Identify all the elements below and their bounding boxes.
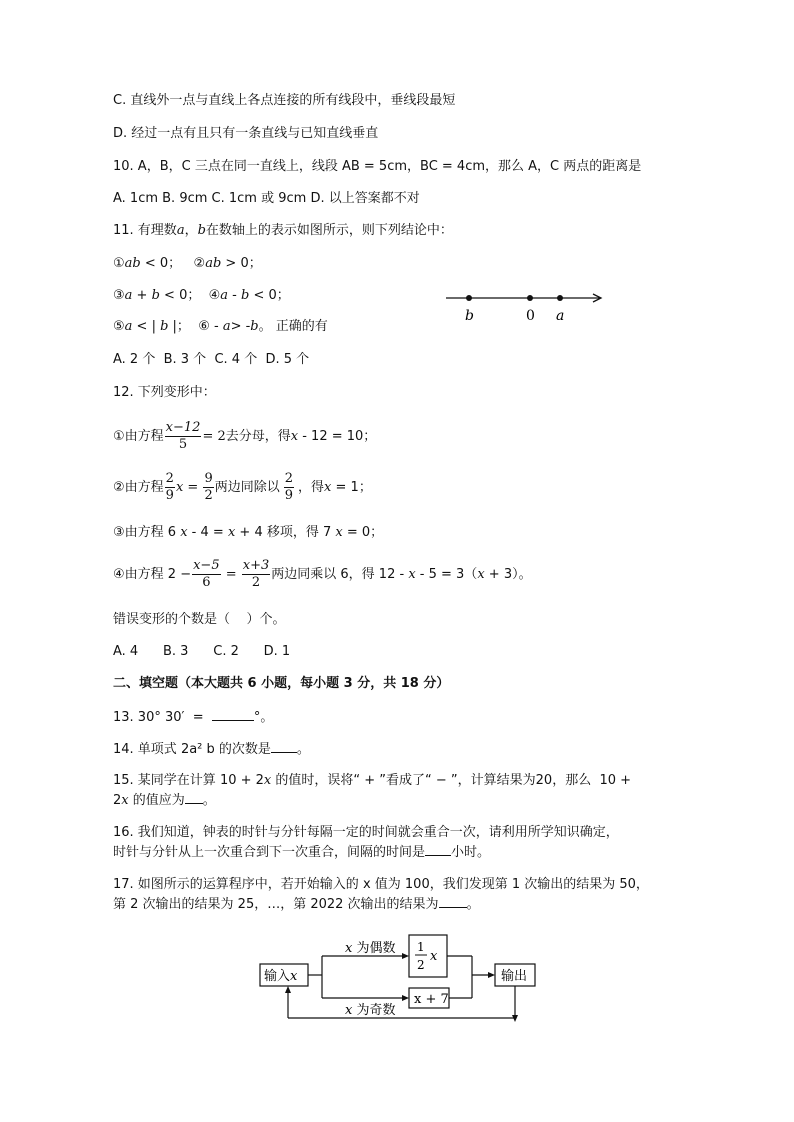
q13-pre: 13. 30° 30′ =	[113, 710, 212, 725]
q13-post: °。	[253, 710, 274, 725]
q11-var-b: b	[197, 223, 206, 238]
label-0: 0	[526, 308, 535, 324]
q12-i2-eq: =	[183, 480, 203, 495]
q17-answer-blank[interactable]	[439, 895, 467, 908]
q12-i1-res-x: x	[290, 429, 299, 444]
q12-i2-post: ，得	[298, 480, 325, 495]
q14-pre: 14. 单项式 2a² b 的次数是	[113, 742, 271, 757]
q16-l2-pre: 时针与分针从上一次重合到下一次重合，间隔的时间是	[113, 845, 426, 860]
q12-item-3	[113, 524, 383, 542]
q12-item-2	[113, 469, 372, 507]
q12-item-4	[113, 556, 532, 594]
q12-i1-den: 5	[178, 437, 188, 452]
q12-i4-fraction-2	[242, 558, 271, 591]
label-b: b	[465, 308, 474, 324]
q15-line-2	[113, 791, 216, 810]
q12-i1-pre: ①由方程	[113, 429, 164, 444]
q17-l2-pre: 第 2 次输出的结果为 25，…，第 2022 次输出的结果为	[113, 897, 439, 912]
q11-s3-label: ③	[113, 288, 125, 303]
q12-i3-x2: x	[227, 525, 236, 540]
q11-s3-mid: +	[132, 288, 152, 303]
q17-line-1: 17. 如图所示的运算程序中，若开始输入的 x 值为 100，我们发现第 1 次输出的结果为 50，	[113, 877, 649, 892]
q15-l2-pre: 2	[113, 793, 122, 808]
even-label-x: x	[345, 941, 353, 956]
half-box	[409, 935, 447, 977]
q11-s6-mid: > -	[230, 319, 251, 334]
q11-s2-rel: > 0；	[221, 256, 262, 271]
q12-i3-pre: ③由方程 6	[113, 525, 181, 540]
q12-i3-x1: x	[180, 525, 188, 540]
even-label-text: 为偶数	[352, 941, 396, 956]
q12-i1-fraction	[165, 420, 202, 453]
q11-s1-rel: < 0； ②	[140, 256, 206, 271]
section-2-title: 二、填空题（本大题共 6 小题，每小题 3 分，共 18 分）	[113, 676, 450, 691]
q12-i4-post: 两边同乘以 6，得 12 -	[271, 567, 409, 582]
q12-question: 错误变形的个数是（ ）个。	[113, 612, 286, 627]
q12-i2-f3-den: 9	[284, 488, 294, 503]
q11-s5-end: |； ⑥ -	[168, 319, 223, 334]
q12-i2-pre: ②由方程	[113, 480, 164, 495]
q11-s5-b: b	[160, 319, 169, 334]
q11-s6-a: a	[222, 319, 231, 334]
q12-i3-mid2: + 4 移项，得 7	[235, 525, 336, 540]
q11-s5-label: ⑤	[113, 319, 125, 334]
arrow-even-icon	[402, 953, 409, 959]
q11-s4-end: < 0；	[249, 288, 290, 303]
q12-options: A. 4 B. 3 C. 2 D. 1	[113, 644, 291, 659]
q12-i4-pre: ④由方程 2 −	[113, 567, 192, 582]
q15-l1-pre: 15. 某同学在计算 10 + 2	[113, 773, 264, 788]
q14	[113, 740, 310, 759]
q11-s1-pre: ①	[113, 256, 125, 271]
even-label	[345, 940, 395, 956]
q12-i4-fraction-1	[192, 558, 221, 591]
q11-statements-1-2	[113, 255, 262, 273]
label-a: a	[556, 308, 565, 324]
q12-i2-res: = 1；	[331, 480, 372, 495]
q13	[113, 708, 273, 727]
q11-s1-expr: ab	[124, 256, 141, 271]
input-label	[264, 968, 298, 984]
q12-i4-f2-den: 2	[251, 575, 261, 590]
odd-label-text: 为奇数	[352, 1003, 396, 1018]
q17-flowchart	[250, 928, 550, 1028]
input-label-text: 输入	[264, 969, 291, 984]
q12-i2-fraction-1	[165, 471, 175, 504]
q12-item-1	[113, 418, 376, 456]
q12-i1-eq: = 2	[202, 429, 226, 444]
q11-s4-a: a	[220, 288, 229, 303]
q12-i3-x3: x	[335, 525, 343, 540]
q11-stem-pre: 11. 有理数	[113, 223, 177, 238]
q15-l1-x: x	[263, 773, 272, 788]
input-label-x: x	[290, 969, 298, 984]
q10-options: A. 1cm B. 9cm C. 1cm 或 9cm D. 以上答案都不对	[113, 191, 420, 206]
q16-l2-post: 小时。	[451, 845, 491, 860]
q16-line-2	[113, 843, 490, 862]
q12-i2-f2-num: 9	[204, 471, 213, 486]
q12-i2-fraction-3	[284, 471, 294, 504]
q15-line-1	[113, 772, 631, 790]
q11-s4-mid: -	[228, 288, 242, 303]
odd-label	[345, 1002, 395, 1018]
point-b	[466, 295, 472, 301]
odd-label-x: x	[345, 1003, 353, 1018]
q11-stem-post: 在数轴上的表示如图所示，则下列结论中：	[205, 223, 453, 238]
q16-line-1: 16. 我们知道，钟表的时针与分针每隔一定的时间就会重合一次，请利用所学知识确定，	[113, 825, 619, 840]
q11-s3-b: b	[151, 288, 160, 303]
q11-s6-b: b	[250, 319, 259, 334]
output-label: 输出	[501, 969, 528, 984]
q14-post: 。	[296, 742, 310, 757]
q17-l2-post: 。	[466, 897, 480, 912]
q11-stem	[113, 222, 453, 240]
q12-i2-mid: 两边同除以	[214, 480, 280, 495]
q12-i3-end: = 0；	[342, 525, 384, 540]
q11-s4-b: b	[241, 288, 250, 303]
q11-s3-a: a	[124, 288, 133, 303]
q11-s5-mid: < |	[132, 319, 161, 334]
q11-s2-expr: ab	[205, 256, 222, 271]
q12-i4-f1-num: x−5	[193, 558, 220, 573]
q14-answer-blank[interactable]	[271, 740, 297, 753]
q12-i1-res: - 12 = 10；	[298, 429, 377, 444]
q11-s5-a: a	[124, 319, 133, 334]
q12-stem: 12. 下列变形中：	[113, 385, 216, 400]
q15-answer-blank[interactable]	[185, 791, 203, 804]
q9-option-c: C. 直线外一点与直线上各点连接的所有线段中，垂线段最短	[113, 93, 456, 108]
q12-i4-end: + 3）。	[484, 567, 532, 582]
q12-i3-mid: - 4 =	[187, 525, 228, 540]
q11-var-a: a	[176, 223, 185, 238]
point-0	[527, 295, 533, 301]
q12-i2-f1-den: 9	[165, 488, 174, 503]
q10-stem: 10. A，B，C 三点在同一直线上，线段 AB = 5cm，BC = 4cm，那么 A，C 两点的距离是	[113, 159, 642, 174]
q11-statements-5-6	[113, 318, 328, 336]
q12-i4-x1: x	[408, 567, 416, 582]
half-num: 1	[417, 940, 425, 954]
q12-i4-x2: x	[477, 567, 485, 582]
half-den: 2	[417, 958, 425, 972]
half-x: x	[430, 949, 438, 964]
q12-i2-f2-den: 2	[204, 488, 213, 503]
q11-options: A. 2 个 B. 3 个 C. 4 个 D. 5 个	[113, 352, 310, 367]
plus7-label: x + 7	[414, 992, 449, 1007]
q12-i2-f3-num: 2	[284, 471, 294, 486]
q13-answer-blank[interactable]	[212, 708, 254, 721]
arrow-output-icon	[488, 972, 495, 978]
q17-line-2	[113, 895, 480, 914]
arrow-up-icon	[285, 986, 291, 993]
q15-l2-post: 的值应为	[128, 793, 185, 808]
q12-i4-f2-num: x+3	[242, 558, 270, 573]
q11-s3-end: < 0； ④	[159, 288, 221, 303]
q11-sep: ，	[184, 223, 198, 238]
q12-i1-post: 去分母，得	[225, 429, 291, 444]
q12-i2-f1-num: 2	[165, 471, 174, 486]
q9-option-d: D. 经过一点有且只有一条直线与已知直线垂直	[113, 126, 379, 141]
q12-i4-f1-den: 6	[202, 575, 211, 590]
q15-l1-post: 的值时，误将“ + ”看成了“ − ”，计算结果为20，那么 10 +	[271, 773, 632, 788]
q16-answer-blank[interactable]	[425, 843, 451, 856]
q15-l2-end: 。	[202, 793, 216, 808]
q12-i1-num: x−12	[165, 420, 201, 435]
q12-i2-res-x: x	[324, 480, 332, 495]
q11-statements-3-4	[113, 287, 290, 305]
q12-i2-x: x	[175, 480, 184, 495]
q12-i4-mid: - 5 = 3（	[415, 567, 478, 582]
q11-s6-end: 。 正确的有	[258, 319, 328, 334]
q12-i4-eq: =	[221, 567, 241, 582]
q15-l2-x: x	[121, 793, 129, 808]
point-a	[557, 295, 563, 301]
arrow-odd-icon	[402, 995, 409, 1001]
q12-i2-fraction-2	[203, 471, 213, 504]
q11-number-line	[440, 284, 610, 328]
